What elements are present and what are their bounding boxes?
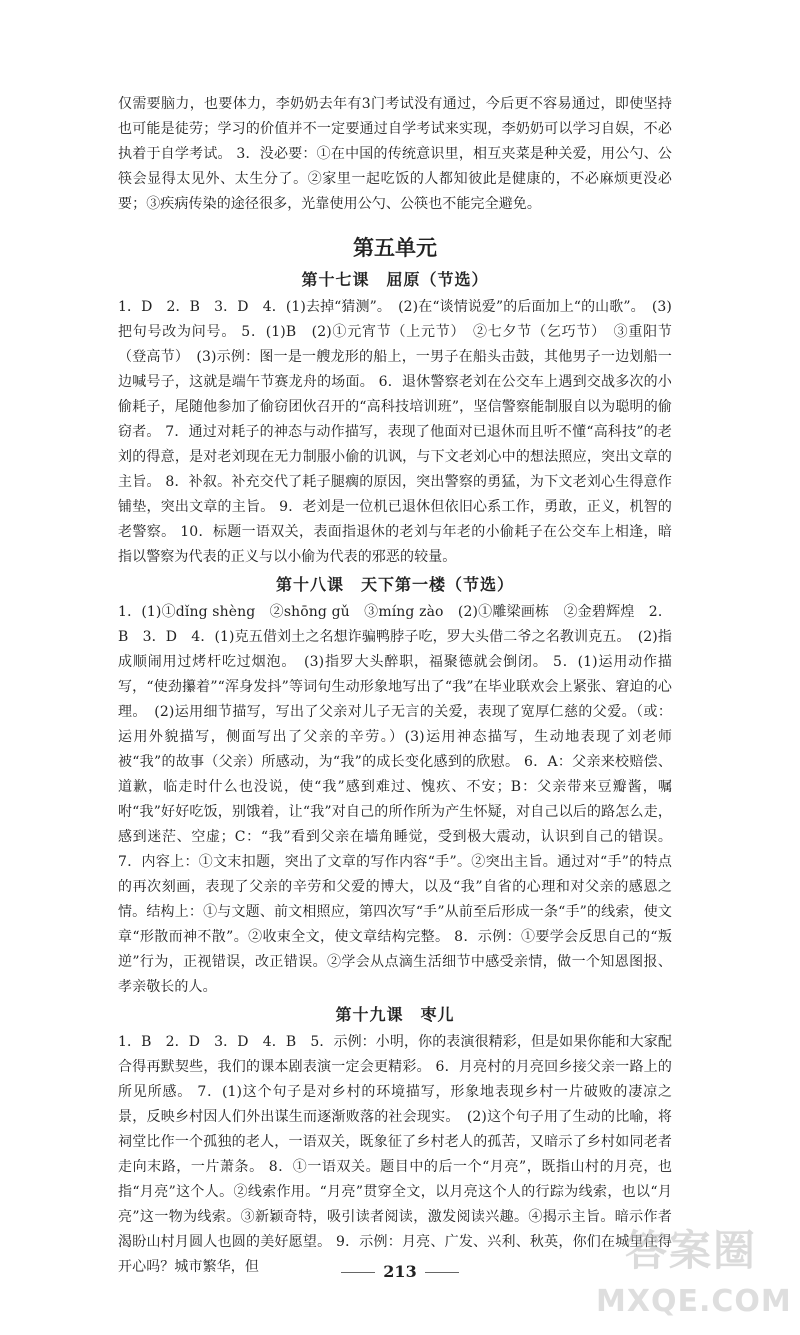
lesson-18 (118, 572, 672, 1000)
lesson-answers: 1．B 2．D 3．D 4．B 5．示例：小明，你的表演很精彩，但是如果你能和大家配合得再默契些，我们的课本剧表演一定会更精彩。 6．月亮村的月亮回乡接父亲一路上的所见所感。 7．(1)这个句子是对乡村的环境描写，形象地表现乡村一片破败的凄凉之景，反映乡村因人们外出谋生而逐渐败落的社会现实。 (2)这个句子用了生动的比喻，将祠堂比作一个孤独的老人，一语双关，既象征了乡村老人的孤苦，又暗示了乡村如同老者走向末路，一片萧条。 8．①一语双关。题目中的后一个“月亮”，既指山村的月亮，也指“月亮”这个人。②线索作用。“月亮”贯穿全文，以月亮这个人的行踪为线索，也以“月亮”这一物为线索。③新颖奇特，吸引读者阅读，激发阅读兴趣。④揭示主旨。暗示作者渴盼山村月圆人也圆的美好愿望。 9．示例：月亮、广发、兴利、秋英，你们在城里住得开心吗？城市繁华，但 (118, 1034, 672, 1275)
left-dash (341, 1272, 375, 1273)
lesson-title: 第十八课 天下第一楼（节选） (275, 575, 514, 594)
watermark-logo (596, 1212, 792, 1330)
lesson-title: 第十九课 枣儿 (335, 1005, 455, 1024)
lesson-17 (118, 267, 672, 570)
page-number-text: 213 (383, 1262, 417, 1281)
lesson-19 (118, 1002, 672, 1280)
intro-paragraph: 仅需要脑力，也要体力，李奶奶去年有3门考试没有通过，今后更不容易通过，即使坚持也可能是徒劳；学习的价值并不一定要通过自学考试来实现，李奶奶可以学习自娱，不必执着于自学考试。 3．没必要：①在中国的传统意识里，相互夹菜是种关爱，用公勺、公筷会显得太见外、太生分了。②家里一起吃饭的人都知彼此是健康的，不必麻烦更没必要；③疾病传染的途径很多，光靠使用公勺、公筷也不能完全避免。 (118, 96, 672, 212)
right-dash (425, 1272, 459, 1273)
unit-title: 第五单元 (353, 236, 437, 260)
page-content (118, 92, 672, 1280)
watermark-url-text: MXQE.COM (596, 1284, 792, 1319)
lesson-title: 第十七课 屈原（节选） (301, 270, 489, 289)
lesson-answers: 1．D 2．B 3．D 4．(1)去掉“猜测”。 (2)在“谈情说爱”的后面加上“的山歌”。 (3)把句号改为问号。 5．(1)B (2)①元宵节（上元节） ②七夕节（乞巧节） ③重阳节（登高节） (3)示例：图一是一艘龙形的船上，一男子在船头击鼓，其他男子一边划船一边喊号子，这就是端午节赛龙舟的场面。 6．退休警察老刘在公交车上遇到交战多次的小偷耗子，尾随他参加了偷窃团伙召开的“高科技培训班”，坚信警察能制服自以为聪明的偷窃者。 7．通过对耗子的神态与动作描写，表现了他面对已退休而且听不懂“高科技”的老刘的得意，是对老刘现在无力制服小偷的讥讽，与下文老刘心中的想法照应，突出文章的主旨。 8．补叙。补充交代了耗子腿瘸的原因，突出警察的勇猛，为下文老刘心生得意作铺垫，突出文章的主旨。 9．老刘是一位机已退休但依旧心系工作，勇敢，正义，机智的老警察。 10．标题一语双关，表面指退休的老刘与年老的小偷耗子在公交车上相逢，暗指以警察为代表的正义与以小偷为代表的邪恶的较量。 (118, 299, 672, 565)
lesson-answers: 1．(1)①dǐng shèng ②shōng gǔ ③míng zào (2)①雕梁画栋 ②金碧辉煌 2．B 3．D 4．(1)克五借刘土之名想诈骗鸭脖子吃，罗大头借二爷之名教训克五。 (2)指成顺闹用过烤杆吃过烟泡。 (3)指罗大头醉职，福聚德就会倒闭。 5．(1)运用动作描写，“使劲攥着”“浑身发抖”等词句生动形象地写出了“我”在毕业联欢会上紧张、窘迫的心理。 (2)运用细节描写，写出了父亲对儿子无言的关爱，表现了宽厚仁慈的父爱。（或：运用外貌描写，侧面写出了父亲的辛劳。）(3)运用神态描写，生动地表现了刘老师被“我”的故事（父亲）所感动，为“我”的成长变化感到的欣慰。 6．A：父亲来校赔偿、道歉，临走时什么也没说，使“我”感到难过、愧疚、不安；B：父亲带来豆瓣酱，嘱咐“我”好好吃饭，别饿着，让“我”对自己的所作所为产生怀疑，对自己以后的路怎么走，感到迷茫、空虚；C：“我”看到父亲在墙角睡觉，受到极大震动，认识到自己的错误。 7．内容上：①文末扣题，突出了文章的写作内容“手”。②突出主旨。通过对“手”的特点的再次刻画，表现了父亲的辛劳和父爱的博大，以及“我”自省的心理和对父亲的感恩之情。结构上：①与文题、前文相照应，第四次写“手”从前至后形成一条“手”的线索，使文章“形散而神不散”。②收束全文，使文章结构完整。 8．示例：①要学会反思自己的“叛逆”行为，正视错误，改正错误。②学会从点滴生活细节中感受亲情，做一个知恩图报、孝亲敬长的人。 (118, 604, 672, 995)
watermark-logo-text: 答案圈 (624, 1226, 757, 1275)
